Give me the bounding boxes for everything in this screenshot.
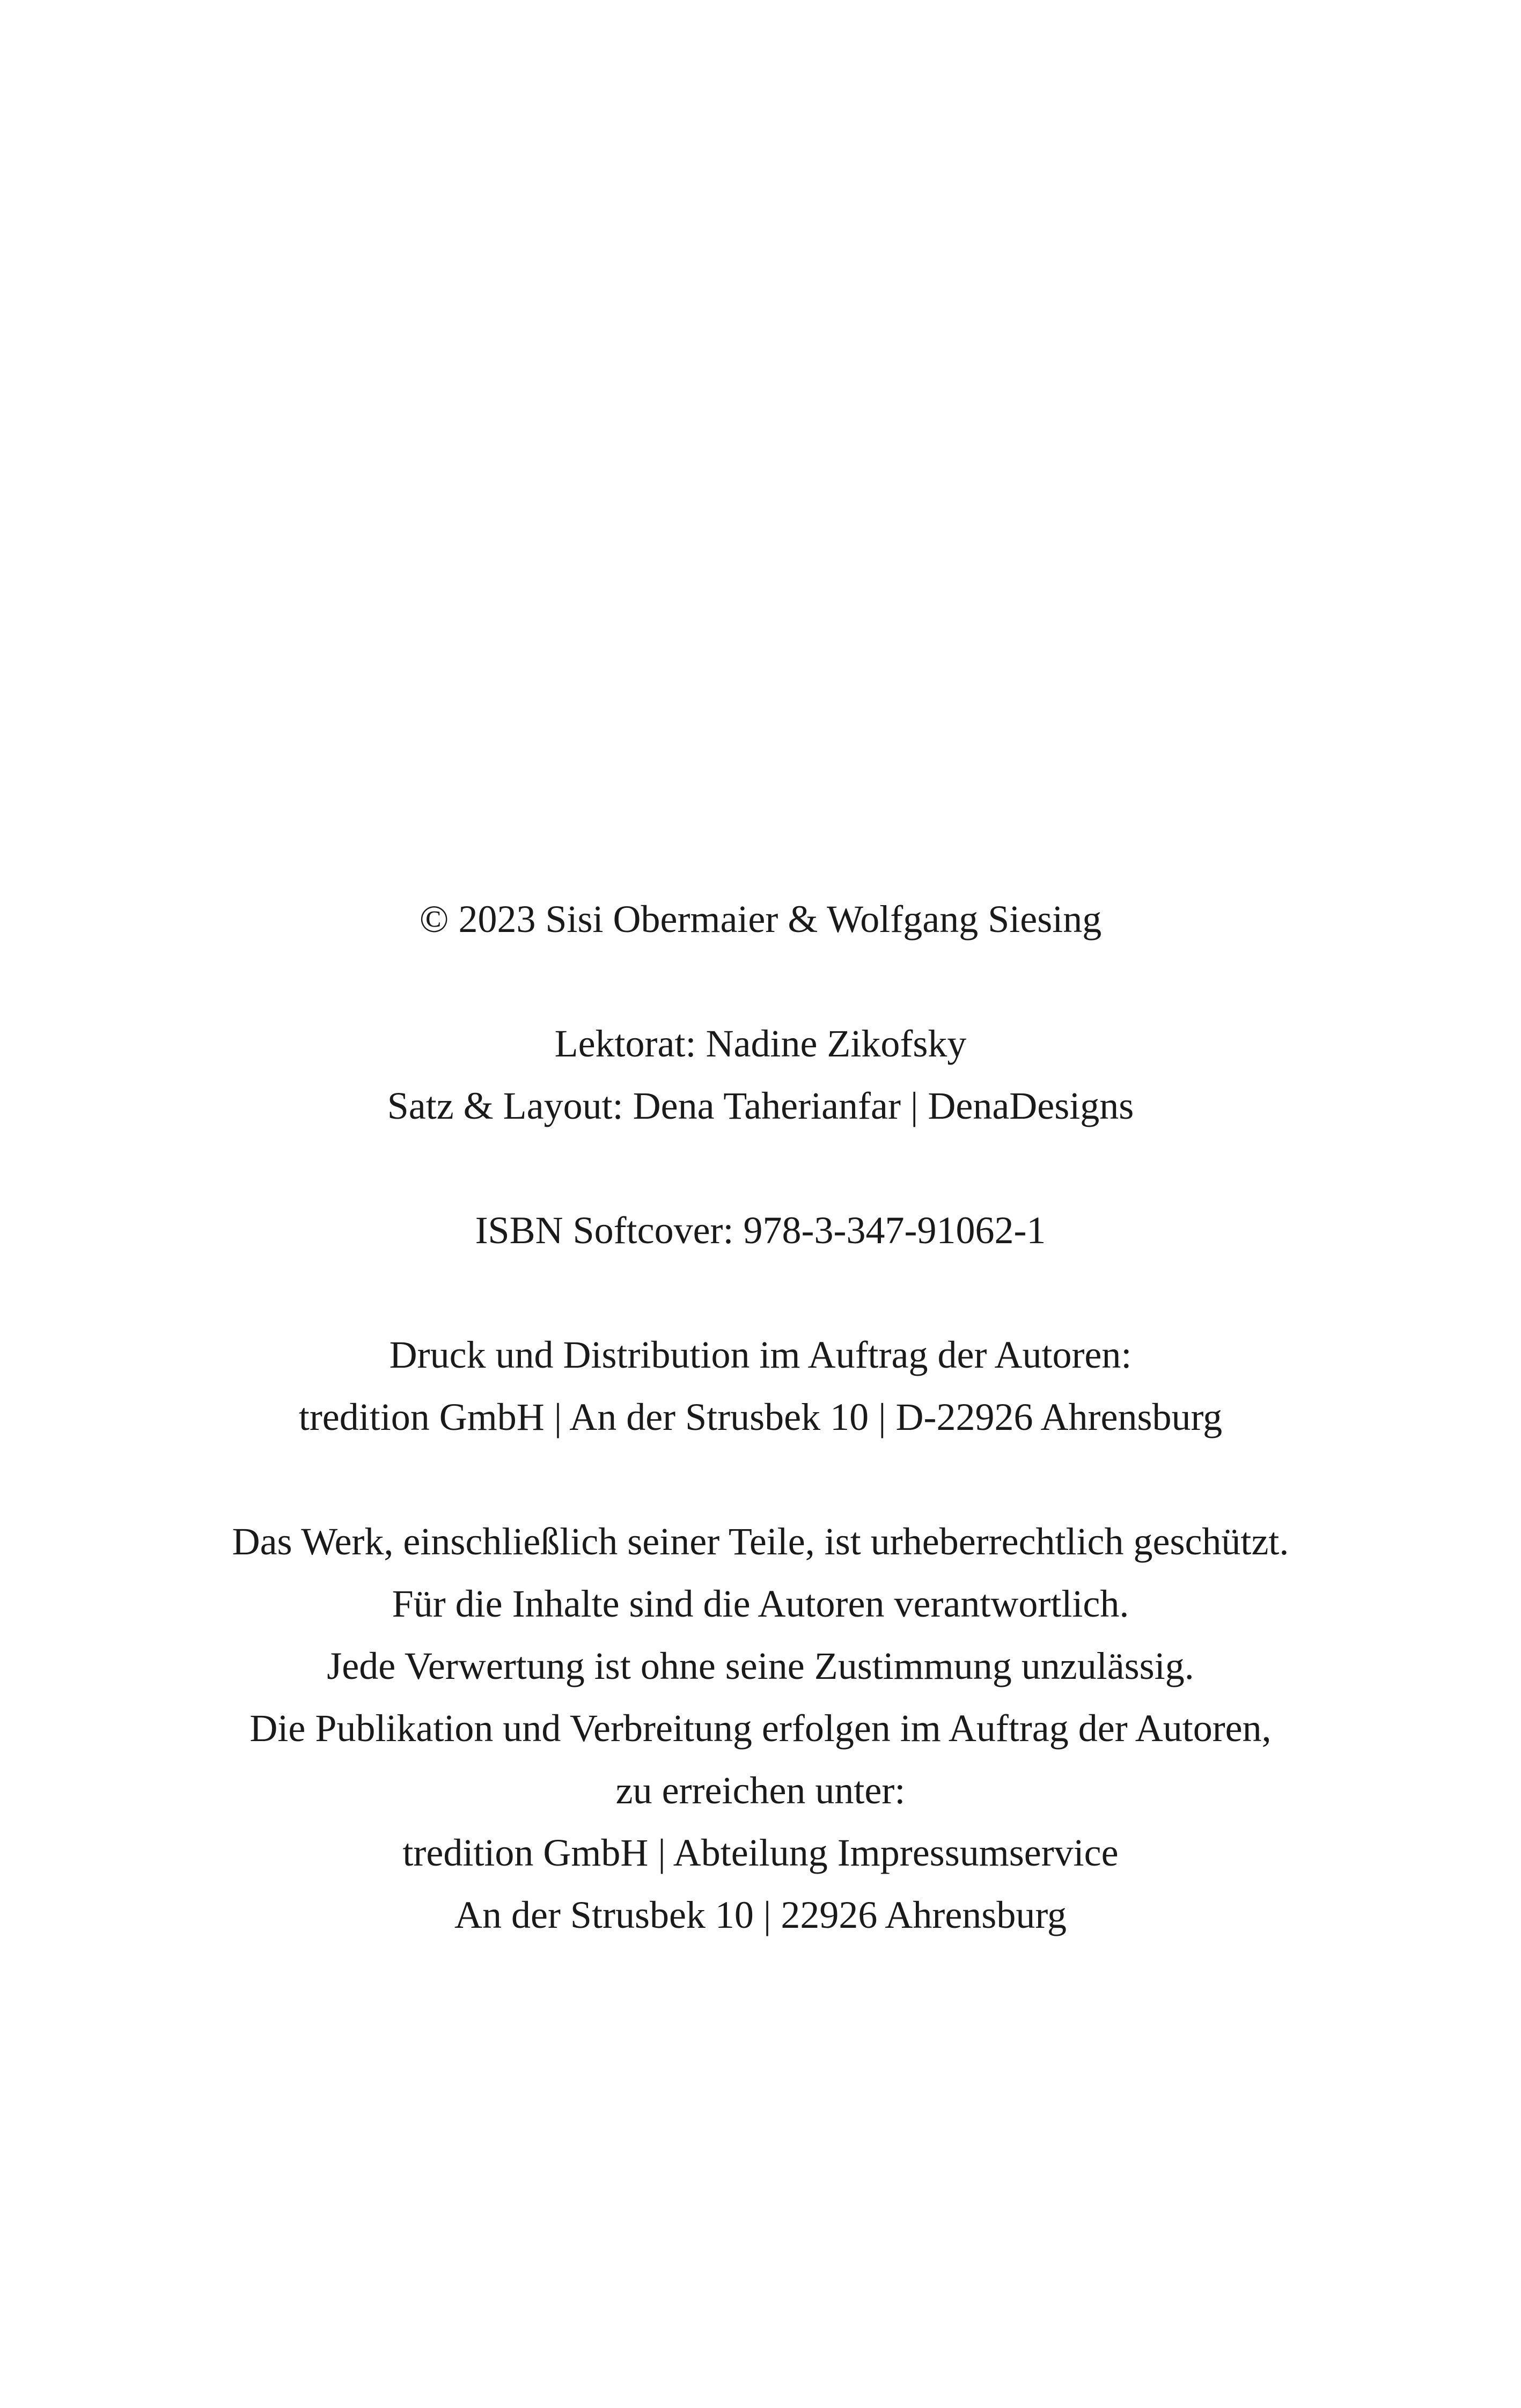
distribution-block	[0, 1324, 1521, 1448]
isbn-line: ISBN Softcover: 978-3-347-91062-1	[475, 1209, 1046, 1252]
legal-line: An der Strusbek 10 | 22926 Ahrensburg	[454, 1893, 1067, 1936]
layout-credit: Satz & Layout: Dena Taherianfar | DenaDesigns	[387, 1084, 1134, 1127]
legal-line: tredition GmbH | Abteilung Impressumservice	[402, 1831, 1119, 1874]
imprint-page	[0, 888, 1521, 1946]
legal-line: zu erreichen unter:	[615, 1769, 906, 1812]
spacer	[0, 1448, 1521, 1510]
legal-line: Jede Verwertung ist ohne seine Zustimmung unzulässig.	[327, 1645, 1194, 1687]
credits-block	[0, 1012, 1521, 1137]
spacer	[0, 950, 1521, 1012]
copyright-block	[0, 888, 1521, 950]
legal-line: Für die Inhalte sind die Autoren verantwortlich.	[392, 1582, 1129, 1625]
spacer	[0, 1261, 1521, 1324]
editor-credit: Lektorat: Nadine Zikofsky	[554, 1022, 967, 1065]
distribution-address: tredition GmbH | An der Strusbek 10 | D-22926 Ahrensburg	[298, 1396, 1223, 1438]
isbn-block	[0, 1199, 1521, 1261]
spacer	[0, 1137, 1521, 1199]
copyright-line: © 2023 Sisi Obermaier & Wolfgang Siesing	[419, 898, 1102, 941]
legal-line: Das Werk, einschließlich seiner Teile, ist urheberrechtlich geschützt.	[232, 1520, 1289, 1563]
legal-notice-block	[0, 1510, 1521, 1946]
distribution-heading: Druck und Distribution im Auftrag der Autoren:	[389, 1333, 1132, 1376]
legal-line: Die Publikation und Verbreitung erfolgen im Auftrag der Autoren,	[249, 1707, 1272, 1750]
